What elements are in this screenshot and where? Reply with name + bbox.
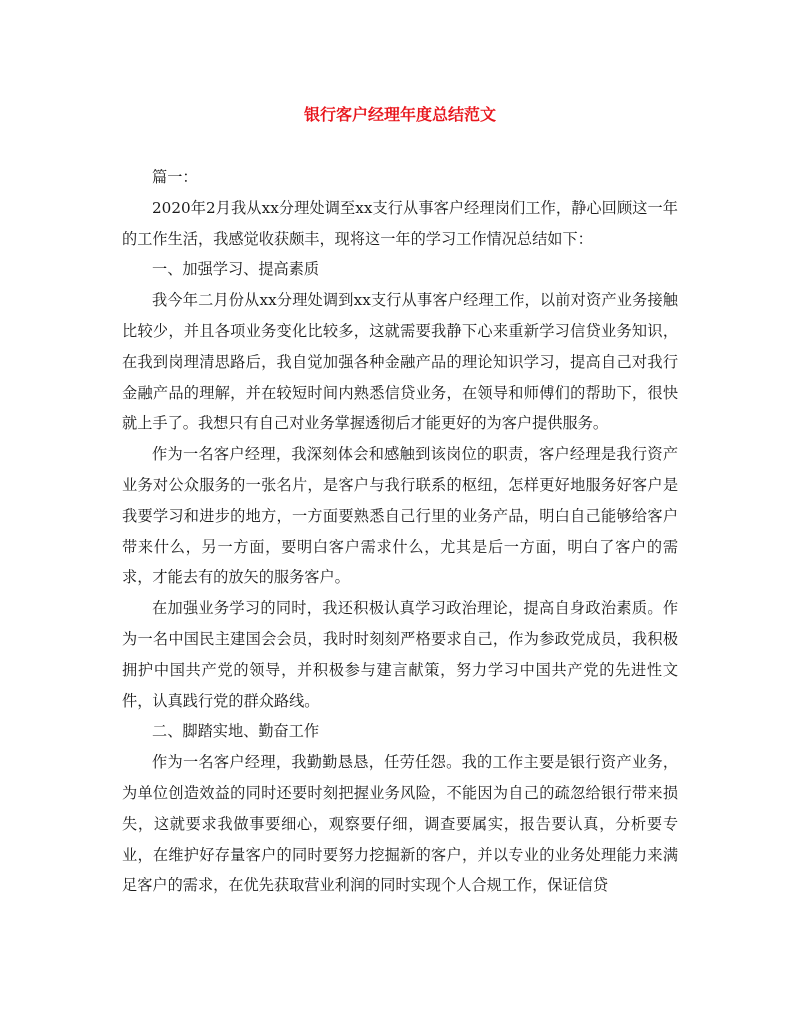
paragraph-work: 作为一名客户经理，我勤勤恳恳，任劳任怨。我的工作主要是银行资产业务，为单位创造效益的同时还要时刻把握业务风险，不能因为自己的疏忽给银行带来损失，这就要求我做事要细心，观察要仔细，调查要属实，报告要认真，分析要专业，在维护好存量客户的同时要努力挖掘新的客户，并以专业的业务处理能力来满足客户的需求，在优先获取营业利润的同时实现个人合规工作，保证信贷 — [122, 753, 678, 895]
document-body — [122, 162, 678, 901]
heading-section-2: 二、脚踏实地、勤奋工作 — [152, 722, 320, 741]
document-title: 银行客户经理年度总结范文 — [303, 105, 496, 124]
paragraph-learning: 我今年二月份从xx分理处调到xx支行从事客户经理工作，以前对资产业务接触比较少，并且各项业务变化比较多，这就需要我静下心来重新学习信贷业务知识，在我到岗理清思路后，我自觉加强各种金融产品的理论知识学习，提高自己对我行金融产品的理解，并在较短时间内熟悉信贷业务，在领导和师傅们的帮助下，很快就上手了。我想只有自己对业务掌握透彻后才能更好的为客户提供服务。 — [122, 291, 678, 433]
paragraph-intro: 2020年2月我从xx分理处调至xx支行从事客户经理岗们工作，静心回顾这一年的工作生活，我感觉收获颇丰，现将这一年的学习工作情况总结如下： — [122, 198, 678, 248]
paragraph-politics: 在加强业务学习的同时，我还积极认真学习政治理论，提高自身政治素质。作为一名中国民主建国会会员，我时时刻刻严格要求自己，作为参政党成员，我积极拥护中国共产党的领导，并积极参与建言献策，努力学习中国共产党的先进性文件，认真践行党的群众路线。 — [122, 599, 678, 710]
paragraph-role: 作为一名客户经理，我深刻体会和感触到该岗位的职责，客户经理是我行资产业务对公众服务的一张名片，是客户与我行联系的枢纽，怎样更好地服务好客户是我要学习和进步的地方，一方面要熟悉自己行里的业务产品，明白自己能够给客户带来什么，另一方面，要明白客户需求什么，尤其是后一方面，明白了客户的需求，才能去有的放矢的服务客户。 — [122, 445, 678, 587]
heading-section-1: 一、加强学习、提高素质 — [152, 260, 320, 279]
paragraph-section-label: 篇一： — [152, 168, 198, 186]
